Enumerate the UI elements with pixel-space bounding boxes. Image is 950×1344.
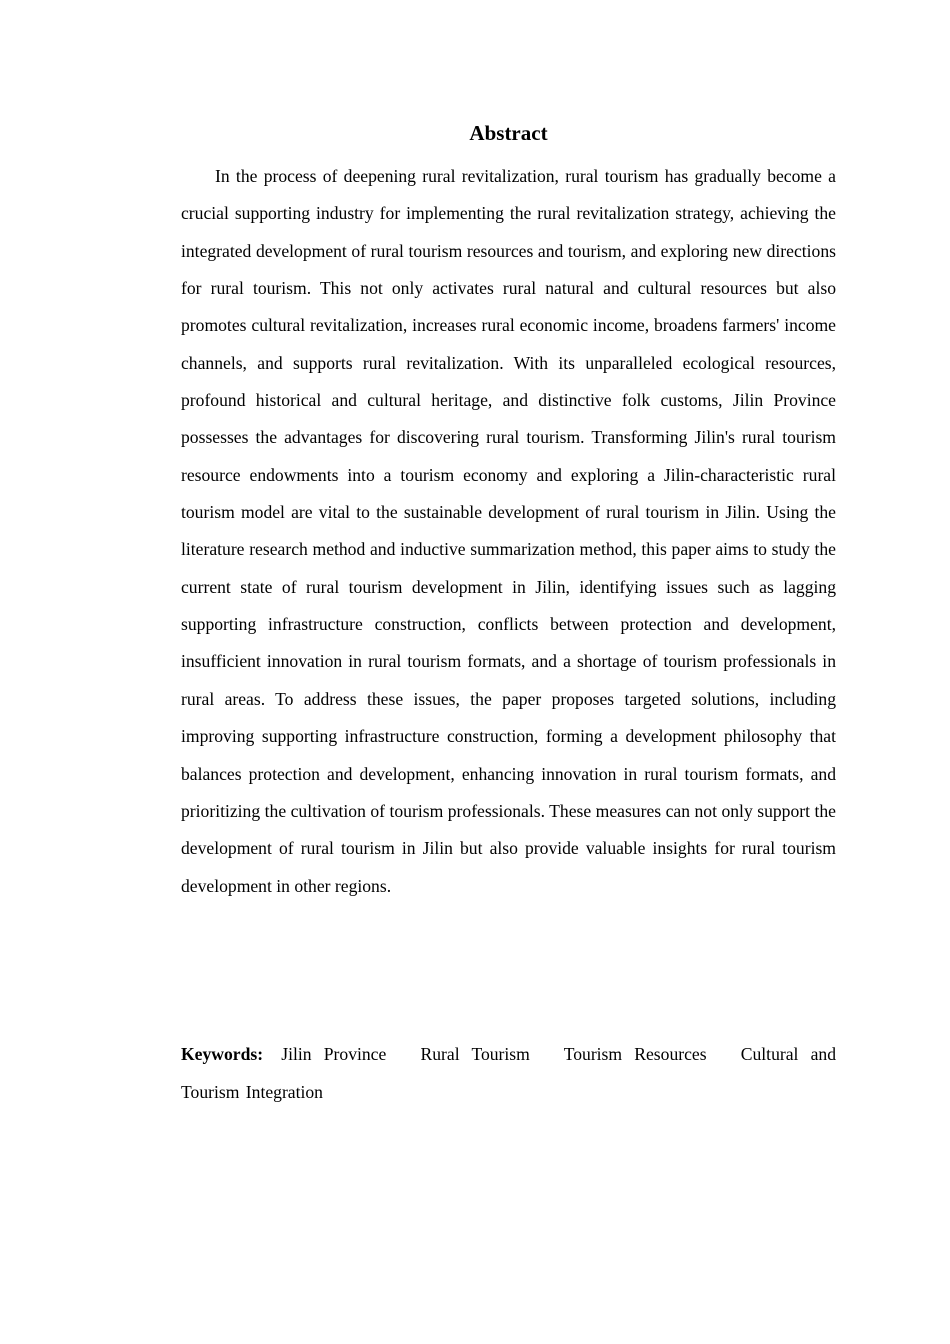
abstract-body: In the process of deepening rural revitalization, rural tourism has gradually become a crucial supporting industry for implementing the rural revitalization strategy, achieving the integrated development of rural tourism resources and tourism, and exploring new directions for rural tourism. This not only activates rural natural and cultural resources but also promotes cultural revitalization, increases rural economic income, broadens farmers' income channels, and supports rural revitalization. With its unparalleled ecological resources, profound historical and cultural heritage, and distinctive folk customs, Jilin Province possesses the advantages for discovering rural tourism. Transforming Jilin's rural tourism resource endowments into a tourism economy and exploring a Jilin-characteristic rural tourism model are vital to the sustainable development of rural tourism in Jilin. Using the literature research method and inductive summarization method, this paper aims to study the current state of rural tourism development in Jilin, identifying issues such as lagging supporting infrastructure construction, conflicts between protection and development, insufficient innovation in rural tourism formats, and a shortage of tourism professionals in rural areas. To address these issues, the paper proposes targeted solutions, including improving supporting infrastructure construction, forming a development philosophy that balances protection and development, enhancing innovation in rural tourism formats, and prioritizing the cultivation of tourism professionals. These measures can not only support the development of rural tourism in Jilin but also provide valuable insights for rural tourism development in other regions. [181, 166, 836, 896]
keyword-item: Cultural and Tourism Integration [181, 1044, 837, 1102]
keyword-item: Tourism Resources [563, 1044, 707, 1064]
keywords-label: Keywords: [181, 1044, 264, 1064]
keywords-line [181, 1036, 836, 1111]
keyword-item: Rural Tourism [420, 1044, 530, 1064]
abstract-title: Abstract [469, 121, 548, 145]
keyword-item: Jilin Province [281, 1044, 387, 1064]
